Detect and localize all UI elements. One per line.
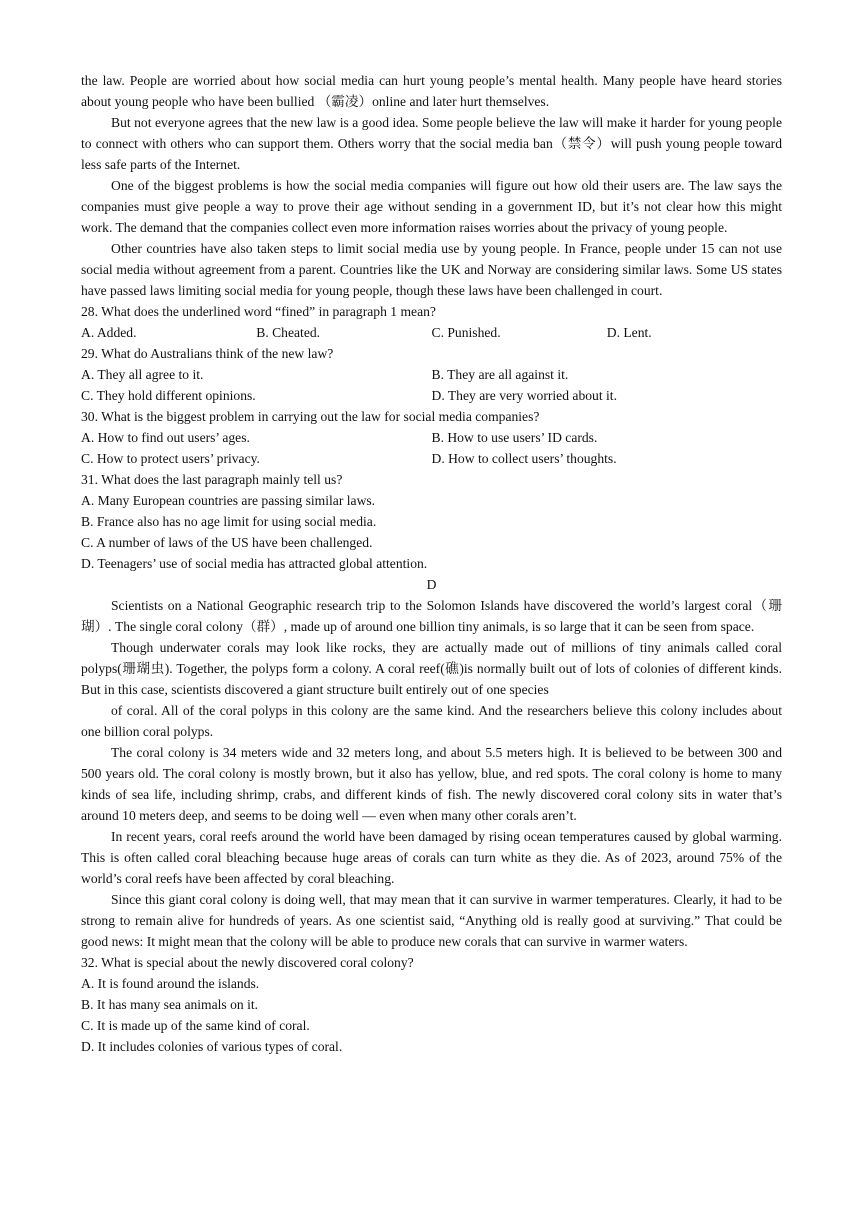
passage-c-paragraph-continued: the law. People are worried about how social media can hurt young people’s mental health. Many people have heard stories about young people who have been bullied （霸凌）online and later hurt themselves. <box>81 73 782 109</box>
passage-d-paragraph-1: Scientists on a National Geographic research trip to the Solomon Islands have discovered the world’s largest coral（珊瑚）. The single coral colony（群）, made up of around one billion tiny animals, is so large that it can be seen from space. <box>81 598 782 634</box>
option-b: B. France also has no age limit for using social media. <box>81 514 377 529</box>
option-c: C. A number of laws of the US have been challenged. <box>81 535 373 550</box>
option-c: C. They hold different opinions. <box>81 388 256 403</box>
question-30-stem: 30. What is the biggest problem in carrying out the law for social media companies? <box>81 409 540 424</box>
option-d: D. They are very worried about it. <box>431 388 617 403</box>
option-a: A. It is found around the islands. <box>81 976 260 991</box>
question-28-options <box>81 322 782 343</box>
option-a: A. Many European countries are passing similar laws. <box>81 493 376 508</box>
option-c: C. How to protect users’ privacy. <box>81 451 260 466</box>
passage-d-paragraph-5: Since this giant coral colony is doing well, that may mean that it can survive in warmer temperatures. Clearly, it had to be strong to remain alive for hundreds of years. As one scientist said, “Anything old is really good at surviving.” That could be good news: It might mean that the colony will be able to produce new corals that can survive in warmer waters. <box>81 892 782 949</box>
passage-c-paragraph: But not everyone agrees that the new law is a good idea. Some people believe the law will make it harder for young people to connect with others who can support them. Others worry that the social media ban（禁令）will push young people toward less safe parts of the Internet. <box>81 115 782 172</box>
option-b: B. How to use users’ ID cards. <box>431 430 598 445</box>
question-28-stem: 28. What does the underlined word “fined” in paragraph 1 mean? <box>81 304 436 319</box>
option-c: C. Punished. <box>431 325 501 340</box>
option-d: D. Teenagers’ use of social media has attracted global attention. <box>81 556 428 571</box>
option-c: C. It is made up of the same kind of coral. <box>81 1018 310 1033</box>
passage-c-paragraph: One of the biggest problems is how the social media companies will figure out how old their users are. The law says the companies must give people a way to prove their age without sending in a government ID, but it’s not clear how this might work. The demand that the companies collect even more information raises worries about the privacy of young people. <box>81 178 782 235</box>
passage-d-paragraph-2: Though underwater corals may look like rocks, they are actually made out of millions of tiny animals called coral polyps(珊瑚虫). Together, the polyps form a colony. A coral reef(礁)is normally built out of lots of colonies of different kinds. But in this case, scientists discovered a giant structure built entirely out of one species <box>81 640 782 697</box>
option-a: A. How to find out users’ ages. <box>81 430 250 445</box>
question-30-options-row2 <box>81 448 782 469</box>
passage-c-paragraph: Other countries have also taken steps to limit social media use by young people. In France, people under 15 can not use social media without agreement from a parent. Countries like the UK and Norway are considering similar laws. Some US states have passed laws limiting social media for young people, though these laws have been challenged in court. <box>81 241 782 298</box>
option-a: A. Added. <box>81 325 137 340</box>
exam-page <box>81 70 782 1057</box>
question-31-stem: 31. What does the last paragraph mainly tell us? <box>81 472 343 487</box>
option-b: B. They are all against it. <box>431 367 569 382</box>
question-29-options-row2 <box>81 385 782 406</box>
option-b: B. Cheated. <box>256 325 321 340</box>
option-a: A. They all agree to it. <box>81 367 204 382</box>
question-30-options-row1 <box>81 427 782 448</box>
option-d: D. It includes colonies of various types of coral. <box>81 1039 343 1054</box>
option-d: D. How to collect users’ thoughts. <box>431 451 617 466</box>
question-29-options-row1 <box>81 364 782 385</box>
section-heading-d: D <box>426 577 437 592</box>
question-29-stem: 29. What do Australians think of the new law? <box>81 346 334 361</box>
option-d: D. Lent. <box>606 325 652 340</box>
passage-d-paragraph-2-continued: of coral. All of the coral polyps in this colony are the same kind. And the researchers believe this colony includes about one billion coral polyps. <box>81 703 782 739</box>
passage-d-paragraph-4: In recent years, coral reefs around the world have been damaged by rising ocean temperatures caused by global warming. This is often called coral bleaching because huge areas of corals can turn white as they die. As of 2023, around 75% of the world’s coral reefs have been affected by coral bleaching. <box>81 829 782 886</box>
question-32-stem: 32. What is special about the newly discovered coral colony? <box>81 955 414 970</box>
option-b: B. It has many sea animals on it. <box>81 997 259 1012</box>
passage-d-paragraph-3: The coral colony is 34 meters wide and 32 meters long, and about 5.5 meters high. It is believed to be between 300 and 500 years old. The coral colony is mostly brown, but it also has yellow, blue, and red spots. The coral colony is home to many kinds of sea life, including shrimp, crabs, and different kinds of fish. The newly discovered coral colony sits in water that’s around 10 meters deep, and seems to be doing well — even when many other corals aren’t. <box>81 745 782 823</box>
